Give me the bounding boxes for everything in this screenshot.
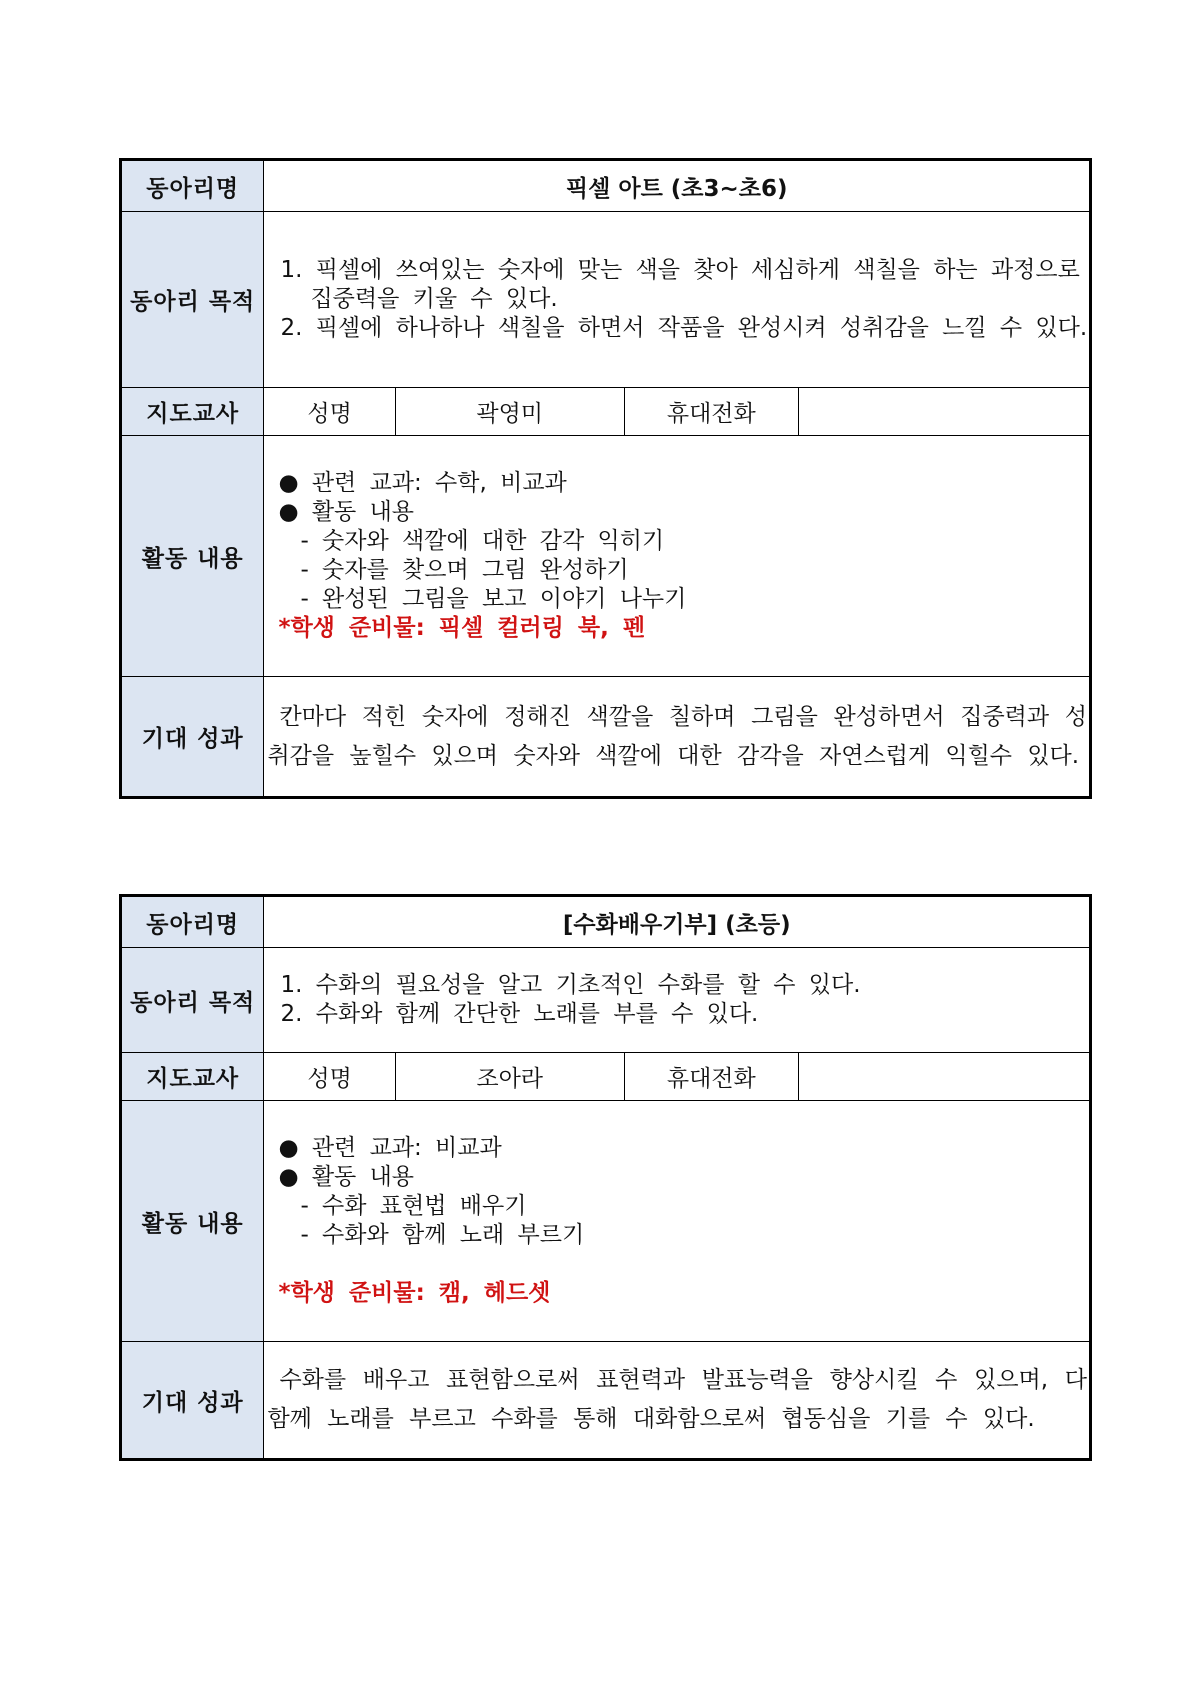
outcome-cell — [264, 677, 1091, 798]
teacher-label: 지도교사 — [121, 388, 264, 436]
activity-subject: ● 관련 교과: 수학, 비교과 — [278, 470, 567, 496]
phone-value — [799, 1053, 1091, 1101]
outcome-label: 기대 성과 — [121, 1342, 264, 1460]
phone-label: 휴대전화 — [624, 1053, 799, 1101]
club-goal-label: 동아리 목적 — [121, 948, 264, 1053]
activity-cell — [264, 436, 1091, 677]
club-goal-label: 동아리 목적 — [121, 212, 264, 388]
phone-label: 휴대전화 — [624, 388, 799, 436]
goal-item: 2. 픽셀에 하나하나 색칠을 하면서 작품을 완성시켜 성취감을 느낄 수 있다. — [280, 315, 1088, 341]
teacher-name: 조아라 — [395, 1053, 624, 1101]
teacher-name: 곽영미 — [395, 388, 624, 436]
activity-cell — [264, 1101, 1091, 1342]
activity-subject: ● 관련 교과: 비교과 — [278, 1135, 502, 1161]
club-table-pixel-art — [119, 158, 1092, 799]
club-table-sign-language — [119, 894, 1092, 1461]
activity-content-label: ● 활동 내용 — [278, 499, 415, 525]
student-supplies: *학생 준비물: 픽셀 컬러링 북, 펜 — [278, 615, 646, 641]
activity-content-label: ● 활동 내용 — [278, 1164, 415, 1190]
outcome-text: 수화를 배우고 표현함으로써 표현력과 발표능력을 향상시킬 수 있으며, 다 함께 노래를 부르고 수화를 통해 대화함으로써 협동심을 기를 수 있다. — [267, 1367, 1087, 1432]
club-name-label: 동아리명 — [121, 896, 264, 948]
activity-item: - 수화 표현법 배우기 — [300, 1193, 527, 1219]
club-name-label: 동아리명 — [121, 160, 264, 212]
activity-item: - 수화와 함께 노래 부르기 — [300, 1222, 585, 1248]
outcome-label: 기대 성과 — [121, 677, 264, 798]
goal-item: 2. 수화와 함께 간단한 노래를 부를 수 있다. — [280, 1001, 759, 1027]
activity-label: 활동 내용 — [121, 1101, 264, 1342]
outcome-cell — [264, 1342, 1091, 1460]
goal-item: 1. 픽셀에 쓰여있는 숫자에 맞는 색을 찾아 세심하게 색칠을 하는 과정으로 집중력을 키울 수 있다. — [280, 257, 1080, 312]
activity-item: - 완성된 그림을 보고 이야기 나누기 — [300, 586, 687, 612]
goal-list — [264, 971, 1089, 1029]
outcome-text: 칸마다 적힌 숫자에 정해진 색깔을 칠하며 그림을 완성하면서 집중력과 성취감을 높힐수 있으며 숫자와 색깔에 대한 감각을 자연스럽게 익힐수 있다. — [267, 703, 1087, 769]
spacer — [278, 1250, 1089, 1279]
phone-value — [799, 388, 1091, 436]
club-goal-cell — [264, 212, 1091, 388]
goal-list — [264, 256, 1089, 343]
club-title: 픽셀 아트 (초3~초6) — [264, 160, 1091, 212]
student-supplies: *학생 준비물: 캠, 헤드셋 — [278, 1280, 551, 1306]
name-label: 성명 — [264, 1053, 395, 1101]
name-label: 성명 — [264, 388, 395, 436]
activity-label: 활동 내용 — [121, 436, 264, 677]
activity-item: - 숫자와 색깔에 대한 감각 익히기 — [300, 528, 665, 554]
goal-item: 1. 수화의 필요성을 알고 기초적인 수화를 할 수 있다. — [280, 972, 861, 998]
club-goal-cell — [264, 948, 1091, 1053]
activity-item: - 숫자를 찾으며 그림 완성하기 — [300, 557, 629, 583]
teacher-label: 지도교사 — [121, 1053, 264, 1101]
club-title: [수화배우기부] (초등) — [264, 896, 1091, 948]
